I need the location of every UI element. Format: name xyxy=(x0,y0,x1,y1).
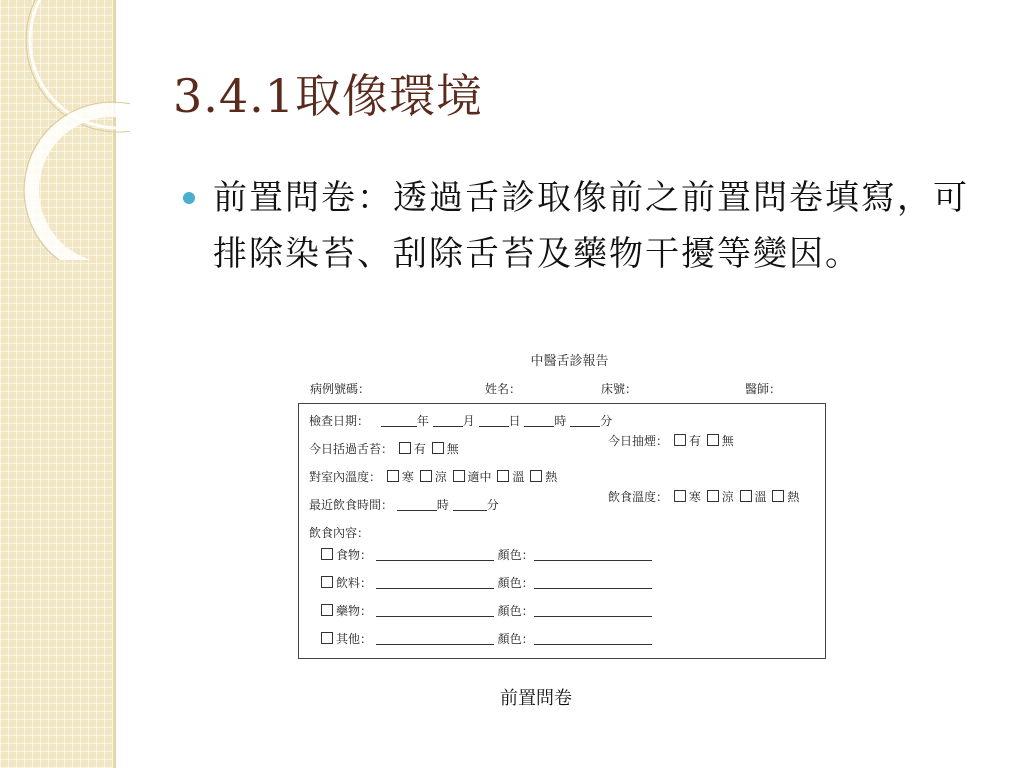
checkbox xyxy=(321,604,333,616)
checkbox xyxy=(674,434,686,446)
checkbox xyxy=(399,442,411,454)
color-label: 顏色： xyxy=(497,604,534,618)
checkbox xyxy=(707,490,719,502)
questionnaire-form-image xyxy=(298,350,826,646)
item-row-other xyxy=(319,630,652,647)
cold-label: 寒 xyxy=(401,470,414,484)
checkbox xyxy=(432,442,444,454)
hour-label: 時 xyxy=(436,498,449,512)
checkbox xyxy=(707,434,719,446)
checkbox xyxy=(387,470,399,482)
room-temp-row xyxy=(309,468,557,485)
cool-label: 涼 xyxy=(434,470,447,484)
checkbox xyxy=(772,490,784,502)
moderate-label: 適中 xyxy=(467,470,492,484)
exam-date-row xyxy=(309,412,612,429)
month-label: 月 xyxy=(462,414,475,428)
food-temp-row xyxy=(608,488,799,505)
item-label: 飲料： xyxy=(336,576,373,590)
bullet-text: 前置問卷：透過舌診取像前之前置問卷填寫，可排除染苔、刮除舌苔及藥物干擾等變因。 xyxy=(213,178,969,274)
color-label: 顏色： xyxy=(497,576,534,590)
no-label: 無 xyxy=(446,442,459,456)
scraped-row xyxy=(309,440,459,457)
slide-title: 3.4.1取像環境 xyxy=(173,69,484,123)
cool-label: 涼 xyxy=(721,490,734,504)
last-meal-row xyxy=(309,496,499,513)
exam-date-label: 檢查日期： xyxy=(309,414,370,428)
checkbox xyxy=(453,470,465,482)
warm-label: 溫 xyxy=(512,470,525,484)
food-temp-label: 飲食溫度： xyxy=(608,490,669,504)
no-label: 無 xyxy=(721,434,734,448)
checkbox xyxy=(420,470,432,482)
decorative-circles xyxy=(0,0,130,260)
color-label: 顏色： xyxy=(497,548,534,562)
cold-label: 寒 xyxy=(688,490,701,504)
form-title: 中醫舌診報告 xyxy=(530,354,609,369)
figure-caption: 前置問卷 xyxy=(500,688,572,709)
yes-label: 有 xyxy=(688,434,701,448)
checkbox xyxy=(321,576,333,588)
hot-label: 熱 xyxy=(787,490,800,504)
yes-label: 有 xyxy=(413,442,426,456)
color-label: 顏色： xyxy=(497,632,534,646)
checkbox xyxy=(497,470,509,482)
year-label: 年 xyxy=(416,414,429,428)
checkbox xyxy=(321,632,333,644)
minute-label: 分 xyxy=(600,414,613,428)
item-row-food xyxy=(319,546,652,563)
checkbox xyxy=(321,548,333,560)
doctor-label: 醫師： xyxy=(745,382,782,396)
hot-label: 熱 xyxy=(545,470,558,484)
warm-label: 溫 xyxy=(754,490,767,504)
bed-label: 床號： xyxy=(601,382,638,396)
name-label: 姓名： xyxy=(485,382,522,396)
minute-label: 分 xyxy=(486,498,499,512)
room-temp-label: 對室內溫度： xyxy=(309,470,382,484)
item-label: 藥物： xyxy=(336,604,373,618)
checkbox xyxy=(674,490,686,502)
checkbox xyxy=(740,490,752,502)
scraped-label: 今日括過舌苔： xyxy=(309,442,394,456)
case-number-label: 病例號碼： xyxy=(310,382,371,396)
item-label: 食物： xyxy=(336,548,373,562)
day-label: 日 xyxy=(508,414,521,428)
content-label: 飲食內容： xyxy=(309,526,370,540)
smoked-row xyxy=(608,432,734,449)
checkbox xyxy=(530,470,542,482)
item-label: 其他： xyxy=(336,632,373,646)
bullet-dot-icon xyxy=(183,192,195,204)
hour-label: 時 xyxy=(554,414,567,428)
form-box xyxy=(298,403,826,659)
smoked-label: 今日抽煙： xyxy=(608,434,669,448)
item-row-drink xyxy=(319,574,652,591)
last-meal-label: 最近飲食時間： xyxy=(309,498,394,512)
item-row-medicine xyxy=(319,602,652,619)
